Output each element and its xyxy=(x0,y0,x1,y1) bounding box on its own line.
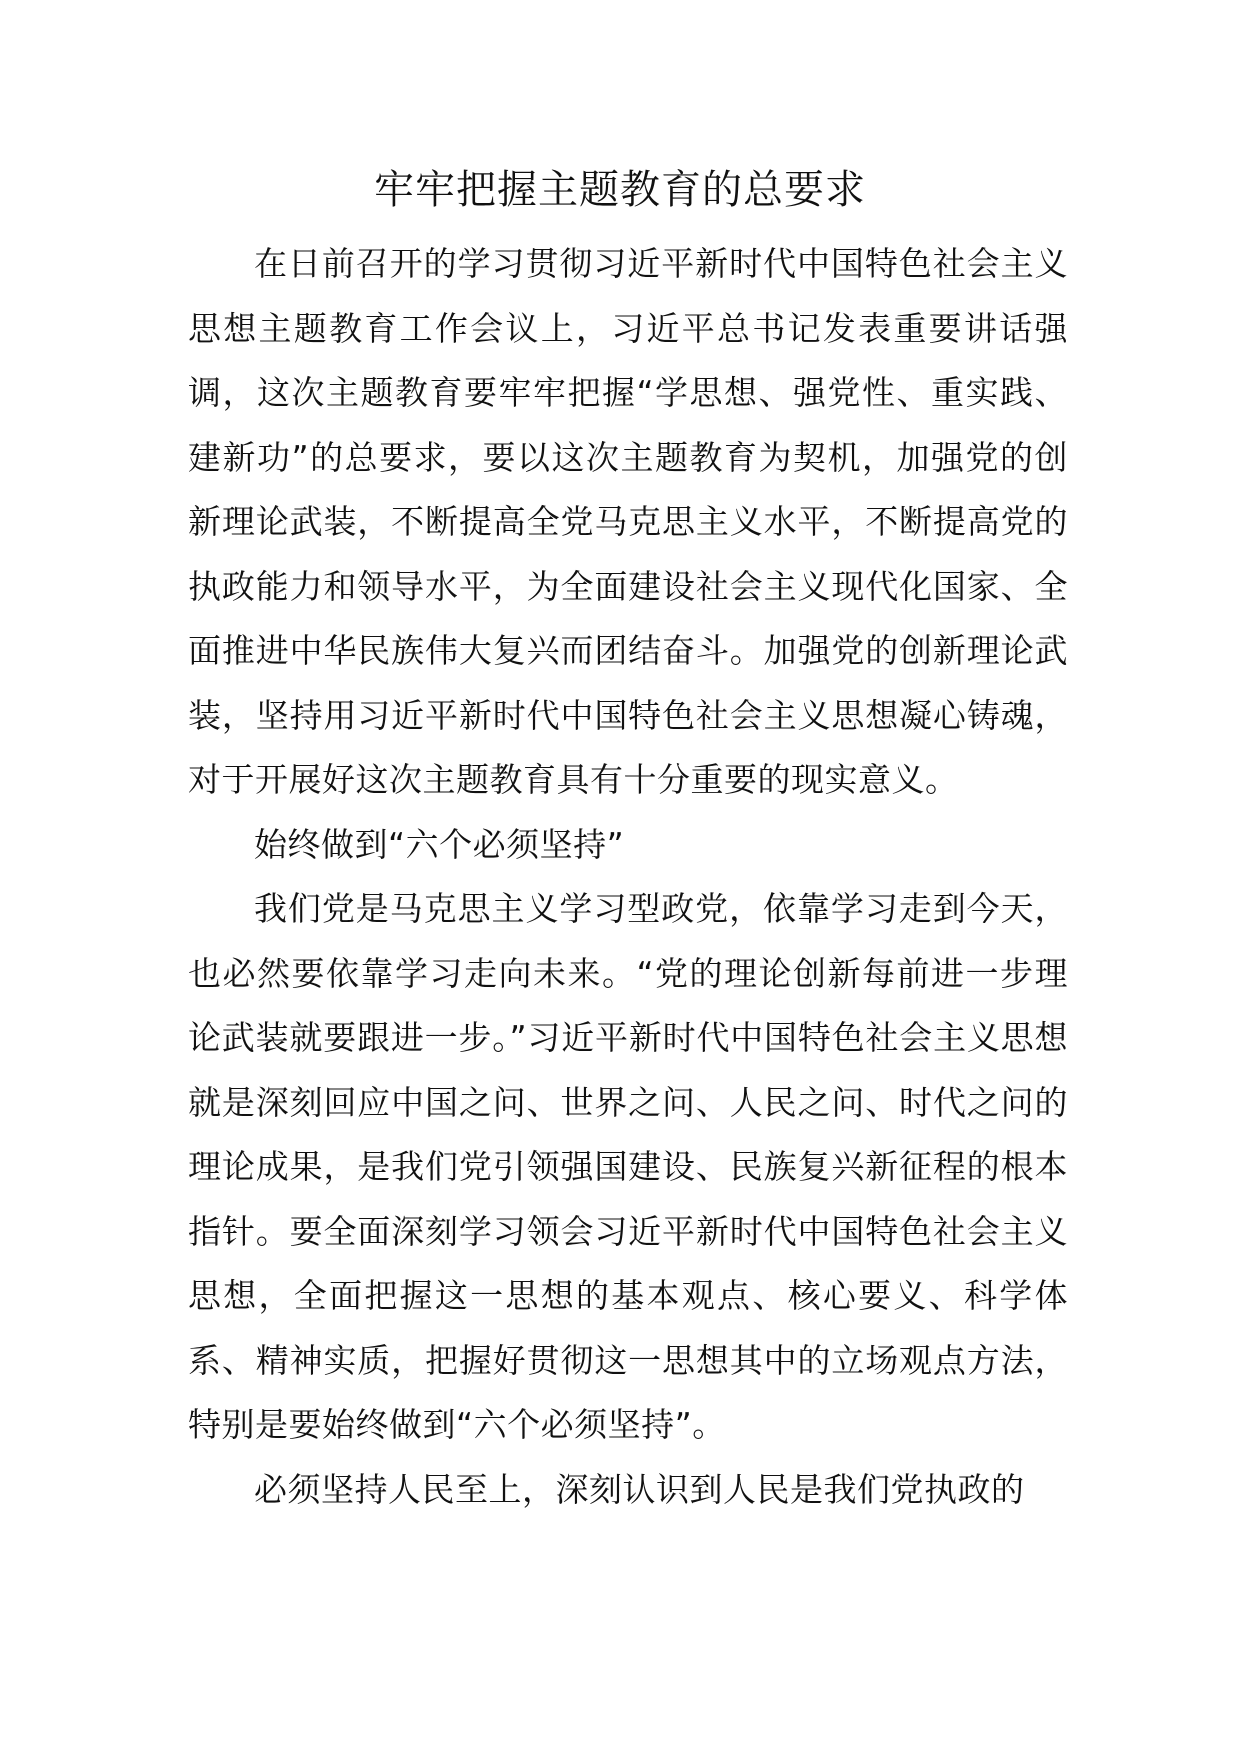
body-paragraph: 必须坚持人民至上，深刻认识到人民是我们党执政的 xyxy=(254,1469,1025,1509)
body-paragraph: 我们党是马克思主义学习型政党，依靠学习走到今天，也必然要依靠学习走向未来。“党的理论创新每前进一步理论武装就要跟进一步。”习近平新时代中国特色社会主义思想就是深刻回应中国之问、世界之问、人民之问、时代之问的理论成果，是我们党引领强国建设、民族复兴新征程的根本指针。要全面深刻学习领会习近平新时代中国特色社会主义思想，全面把握这一思想的基本观点、核心要义、科学体系、精神实质，把握好贯彻这一思想其中的立场观点方法，特别是要始终做到“六个必须坚持”。 xyxy=(188,889,1068,1444)
document-body xyxy=(188,232,1068,1522)
document-title: 牢牢把握主题教育的总要求 xyxy=(374,167,866,213)
section-heading: 始终做到“六个必须坚持” xyxy=(254,824,625,864)
body-paragraph: 在日前召开的学习贯彻习近平新时代中国特色社会主义思想主题教育工作会议上，习近平总书记发表重要讲话强调，这次主题教育要牢牢把握“学思想、强党性、重实践、建新功”的总要求，要以这次主题教育为契机，加强党的创新理论武装，不断提高全党马克思主义水平，不断提高党的执政能力和领导水平，为全面建设社会主义现代化国家、全面推进中华民族伟大复兴而团结奋斗。加强党的创新理论武装，坚持用习近平新时代中国特色社会主义思想凝心铸魂，对于开展好这次主题教育具有十分重要的现实意义。 xyxy=(188,244,1068,799)
